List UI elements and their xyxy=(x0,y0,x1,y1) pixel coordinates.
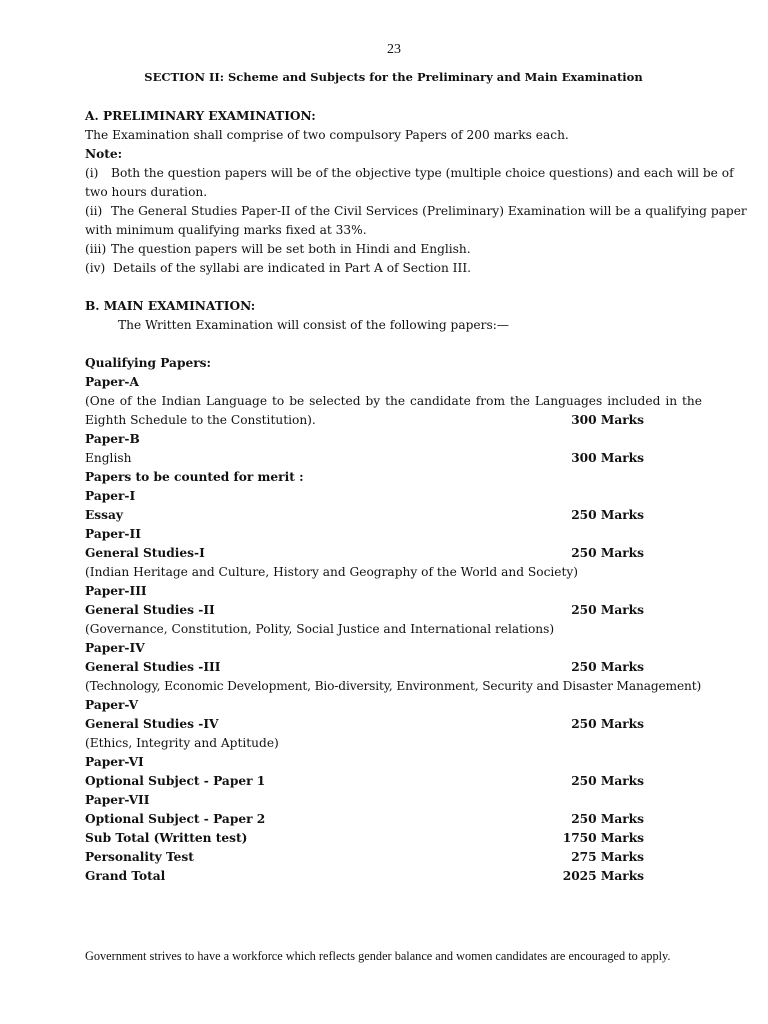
paper-a-desc-text: (One of the Indian Language to be selected by the candidate from the Languages included in the xyxy=(85,394,702,408)
paper-label: Paper-VII xyxy=(85,793,150,807)
paper-subject: General Studies -III xyxy=(85,660,221,674)
marks-value: 250 Marks xyxy=(571,717,644,731)
note-label: Note: xyxy=(85,147,123,161)
note-number: (iv) xyxy=(85,261,106,275)
paper-desc: (Technology, Economic Development, Bio-diversity, Environment, Security and Disaster Management) xyxy=(85,679,702,693)
note-item-4 xyxy=(85,259,702,278)
marks-value: 300 Marks xyxy=(571,451,644,465)
merit-heading: Papers to be counted for merit : xyxy=(85,470,304,484)
note-number: (ii) xyxy=(85,204,103,218)
paper-label: Paper-I xyxy=(85,489,136,503)
main-intro: The Written Examination will consist of the following papers:— xyxy=(118,318,509,332)
paper-label: Paper-VI xyxy=(85,755,144,769)
paper-a-desc-line xyxy=(85,392,702,411)
marks-value: 250 Marks xyxy=(571,603,644,617)
total-row-grand-total xyxy=(85,867,702,886)
document-body xyxy=(85,107,747,886)
paper-row xyxy=(85,810,702,829)
paper-b-label: Paper-B xyxy=(85,432,140,446)
paper-a-row xyxy=(85,411,702,430)
paper-subject: General Studies-I xyxy=(85,546,205,560)
note-item-1 xyxy=(85,164,734,183)
paper-row xyxy=(85,772,702,791)
paper-row xyxy=(85,601,702,620)
total-label: Grand Total xyxy=(85,869,166,883)
footer-note: Government strives to have a workforce which reflects gender balance and women candidates are encouraged to apply. xyxy=(85,949,671,963)
marks-value: 250 Marks xyxy=(571,508,644,522)
prelim-heading: A. PRELIMINARY EXAMINATION: xyxy=(85,109,316,123)
paper-subject: Essay xyxy=(85,508,123,522)
note-text: The question papers will be set both in Hindi and English. xyxy=(111,242,471,256)
note-item-3 xyxy=(85,240,702,259)
marks-value: 250 Marks xyxy=(571,812,644,826)
paper-label: Paper-III xyxy=(85,584,147,598)
paper-subject: Optional Subject - Paper 2 xyxy=(85,812,266,826)
paper-row xyxy=(85,658,702,677)
paper-label: Paper-IV xyxy=(85,641,145,655)
note-text-line: two hours duration. xyxy=(85,185,208,199)
paper-desc: (Governance, Constitution, Polity, Social Justice and International relations) xyxy=(85,622,555,636)
paper-a-label: Paper-A xyxy=(85,375,139,389)
total-row-personality-test xyxy=(85,848,702,867)
paper-desc: (Indian Heritage and Culture, History and Geography of the World and Society) xyxy=(85,565,579,579)
paper-subject: Optional Subject - Paper 1 xyxy=(85,774,266,788)
total-label: Personality Test xyxy=(85,850,194,864)
paper-a-desc-text: Eighth Schedule to the Constitution). xyxy=(85,413,316,427)
note-item-2 xyxy=(85,202,747,221)
paper-subject: General Studies -II xyxy=(85,603,215,617)
marks-value: 2025 Marks xyxy=(562,869,644,883)
qualifying-heading: Qualifying Papers: xyxy=(85,356,212,370)
marks-value: 250 Marks xyxy=(571,774,644,788)
note-text-line: The General Studies Paper-II of the Civil Services (Preliminary) Examination will be a qualifying paper xyxy=(111,204,747,218)
paper-b-row xyxy=(85,449,702,468)
note-text: Details of the syllabi are indicated in Part A of Section III. xyxy=(113,261,472,275)
section-title: SECTION II: Scheme and Subjects for the Preliminary and Main Examination xyxy=(144,70,643,84)
paper-row xyxy=(85,506,702,525)
total-label: Sub Total (Written test) xyxy=(85,831,248,845)
marks-value: 250 Marks xyxy=(571,546,644,560)
paper-row xyxy=(85,544,702,563)
marks-value: 300 Marks xyxy=(571,413,644,427)
note-text-line: with minimum qualifying marks fixed at 33%. xyxy=(85,223,367,237)
paper-label: Paper-V xyxy=(85,698,139,712)
prelim-intro: The Examination shall comprise of two compulsory Papers of 200 marks each. xyxy=(85,128,569,142)
main-heading: B. MAIN EXAMINATION: xyxy=(85,299,256,313)
page-number: 23 xyxy=(387,42,401,57)
paper-row xyxy=(85,715,702,734)
note-number: (i) xyxy=(85,166,99,180)
paper-label: Paper-II xyxy=(85,527,141,541)
total-row-sub-total xyxy=(85,829,702,848)
marks-value: 250 Marks xyxy=(571,660,644,674)
paper-desc: (Ethics, Integrity and Aptitude) xyxy=(85,736,279,750)
paper-b-subject: English xyxy=(85,451,132,465)
note-text-line: Both the question papers will be of the objective type (multiple choice questions) and each will be of xyxy=(111,166,734,180)
paper-subject: General Studies -IV xyxy=(85,717,219,731)
marks-value: 1750 Marks xyxy=(562,831,644,845)
marks-value: 275 Marks xyxy=(571,850,644,864)
note-number: (iii) xyxy=(85,242,107,256)
